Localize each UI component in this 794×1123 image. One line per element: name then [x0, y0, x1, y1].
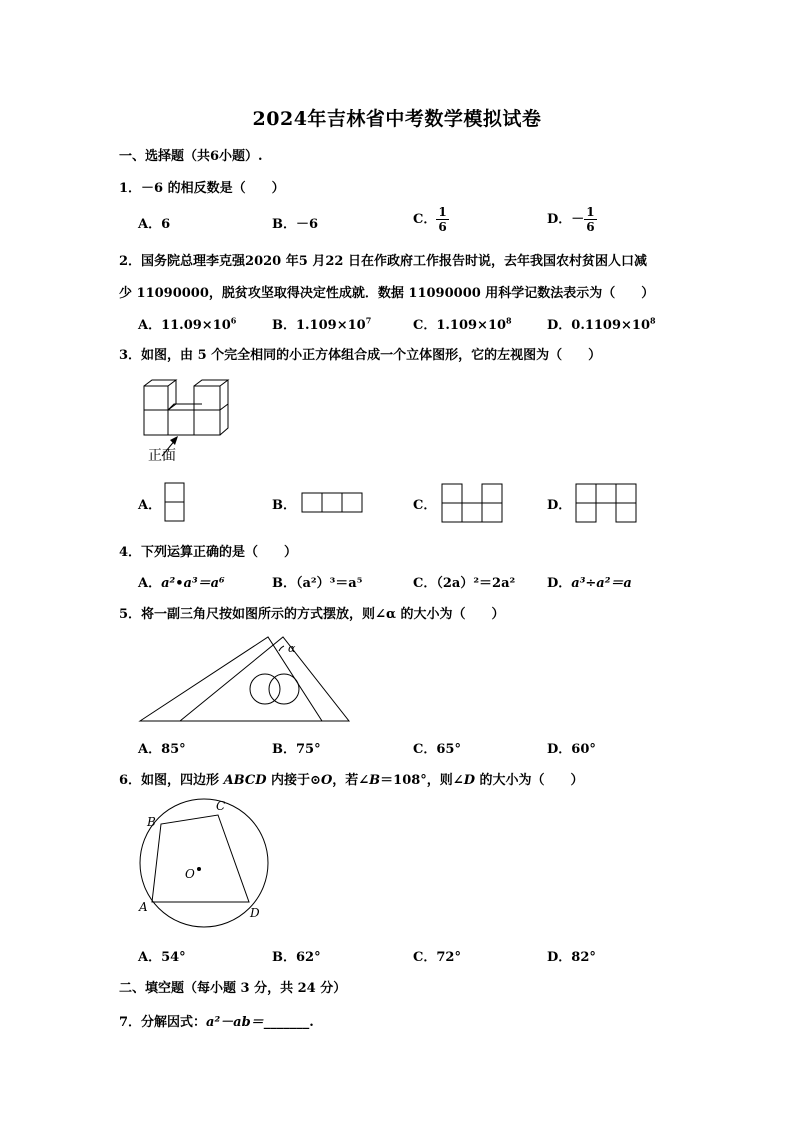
question-1-stem: 1．－6 的相反数是（ ）	[119, 181, 285, 196]
option-prefix: A．	[138, 576, 162, 591]
hole-left	[250, 674, 280, 704]
q1-option-b: B．－6	[272, 217, 319, 232]
q4-option-a	[138, 572, 225, 591]
q1-option-c-fraction	[436, 205, 448, 234]
angle-alpha-arc	[279, 646, 284, 651]
q3-option-c: C．	[413, 498, 437, 513]
stem-text: 7．分解因式：	[119, 1015, 207, 1030]
exponent: 6	[230, 315, 237, 326]
label-c: C	[216, 799, 226, 813]
q2-option-a	[138, 314, 236, 333]
q3-option-d-view	[574, 482, 638, 524]
stem-text: 内接于⊙	[266, 773, 321, 788]
triangle-45	[180, 637, 349, 721]
q1-option-a: A．6	[138, 217, 171, 232]
page-title: 2024年吉林省中考数学模拟试卷	[252, 108, 542, 130]
option-text: C．1.109×10	[413, 318, 507, 333]
q3-option-b: B．	[272, 498, 296, 513]
fraction-denominator: 6	[438, 220, 447, 234]
option-text: A．11.09×10	[138, 318, 231, 333]
q3-option-c-view	[440, 482, 504, 524]
stem-text: 的大小为（ ）	[474, 773, 584, 788]
q1-option-c	[413, 205, 449, 234]
option-expression: （a²）³＝a⁵	[296, 576, 363, 591]
label-a: A	[139, 900, 148, 914]
option-expression: a²•a³＝a⁶	[161, 576, 225, 591]
exponent: 8	[650, 315, 656, 326]
q4-option-d	[547, 572, 632, 591]
q6-option-a: A．54°	[138, 950, 186, 965]
hole-right	[269, 674, 299, 704]
angle-b-name: B	[369, 773, 381, 788]
stem-text: .	[309, 1015, 314, 1030]
circle-o	[140, 799, 268, 927]
option-text: D．0.1109×10	[547, 318, 651, 333]
fraction-numerator: 1	[438, 205, 447, 219]
q7-expression: a²－ab＝	[206, 1015, 264, 1030]
q6-option-d: D．82°	[547, 950, 596, 965]
q3-front-label: 正面	[148, 448, 176, 464]
exponent: 8	[506, 315, 512, 326]
q3-option-d: D．	[547, 498, 572, 513]
option-prefix: B．	[272, 576, 296, 591]
angle-alpha-label: α	[288, 642, 296, 655]
fraction-denominator: 6	[586, 220, 595, 234]
question-2-stem-line-2: 少 11090000，脱贫攻坚取得决定性成就．数据 11090000 用科学记数法表示为（ ）	[119, 286, 655, 301]
label-d: D	[250, 906, 260, 920]
section-2-heading: 二、填空题（每小题 3 分，共 24 分）	[119, 981, 347, 996]
q1-option-d	[547, 205, 597, 234]
question-3-stem: 3．如图，由 5 个完全相同的小正方体组合成一个立体图形，它的左视图为（ ）	[119, 348, 602, 363]
option-expression: a³÷a²＝a	[571, 576, 632, 591]
q6-option-b: B．62°	[272, 950, 321, 965]
q5-option-a: A．85°	[138, 742, 186, 757]
question-5-stem: 5．将一副三角尺按如图所示的方式摆放，则∠α 的大小为（ ）	[119, 607, 505, 622]
quad-name: ABCD	[223, 773, 267, 788]
question-4-stem: 4．下列运算正确的是（ ）	[119, 545, 298, 560]
front-arrow-head	[170, 436, 178, 445]
stem-text: 6．如图，四边形	[119, 773, 224, 788]
angle-d-name: D	[463, 773, 475, 788]
q1-option-d-sign: －	[571, 212, 585, 227]
option-expression: （2a）²＝2a²	[436, 576, 516, 591]
q3-option-b-view	[300, 491, 364, 515]
q2-option-c	[413, 314, 512, 333]
option-text: B．1.109×10	[272, 318, 366, 333]
question-2-stem-line-1: 2．国务院总理李克强2020 年5 月22 日在作政府工作报告时说，去年我国农村贫困人口减	[119, 254, 647, 269]
option-prefix: D．	[547, 576, 572, 591]
q5-option-d: D．60°	[547, 742, 596, 757]
fraction-numerator: 1	[586, 205, 595, 219]
circle-name: O	[320, 773, 333, 788]
q5-triangles-figure	[138, 634, 354, 724]
q1-option-c-prefix: C．	[413, 212, 437, 227]
section-1-heading: 一、选择题（共6小题）.	[119, 149, 263, 164]
quad-abcd	[152, 815, 249, 902]
question-6-stem	[119, 769, 584, 788]
q6-circle-figure	[132, 797, 272, 922]
q1-option-d-fraction	[584, 205, 596, 234]
q5-option-c: C．65°	[413, 742, 461, 757]
q4-option-b	[272, 572, 362, 591]
label-b: B	[147, 815, 156, 829]
q3-option-a-view	[163, 481, 187, 523]
q4-option-c	[413, 572, 515, 591]
q1-option-d-prefix: D．	[547, 212, 572, 227]
q2-option-b	[272, 314, 371, 333]
option-prefix: C．	[413, 576, 437, 591]
q3-option-a: A．	[138, 498, 162, 513]
label-o: O	[185, 867, 195, 881]
stem-text: ，若∠	[332, 773, 370, 788]
question-7-stem	[119, 1011, 314, 1030]
stem-text: ＝108°，则∠	[380, 773, 464, 788]
q2-option-d	[547, 314, 656, 333]
center-o-dot	[197, 867, 201, 871]
q7-answer-blank: _______	[263, 1015, 310, 1030]
q6-option-c: C．72°	[413, 950, 461, 965]
q5-option-b: B．75°	[272, 742, 321, 757]
exponent: 7	[365, 315, 372, 326]
